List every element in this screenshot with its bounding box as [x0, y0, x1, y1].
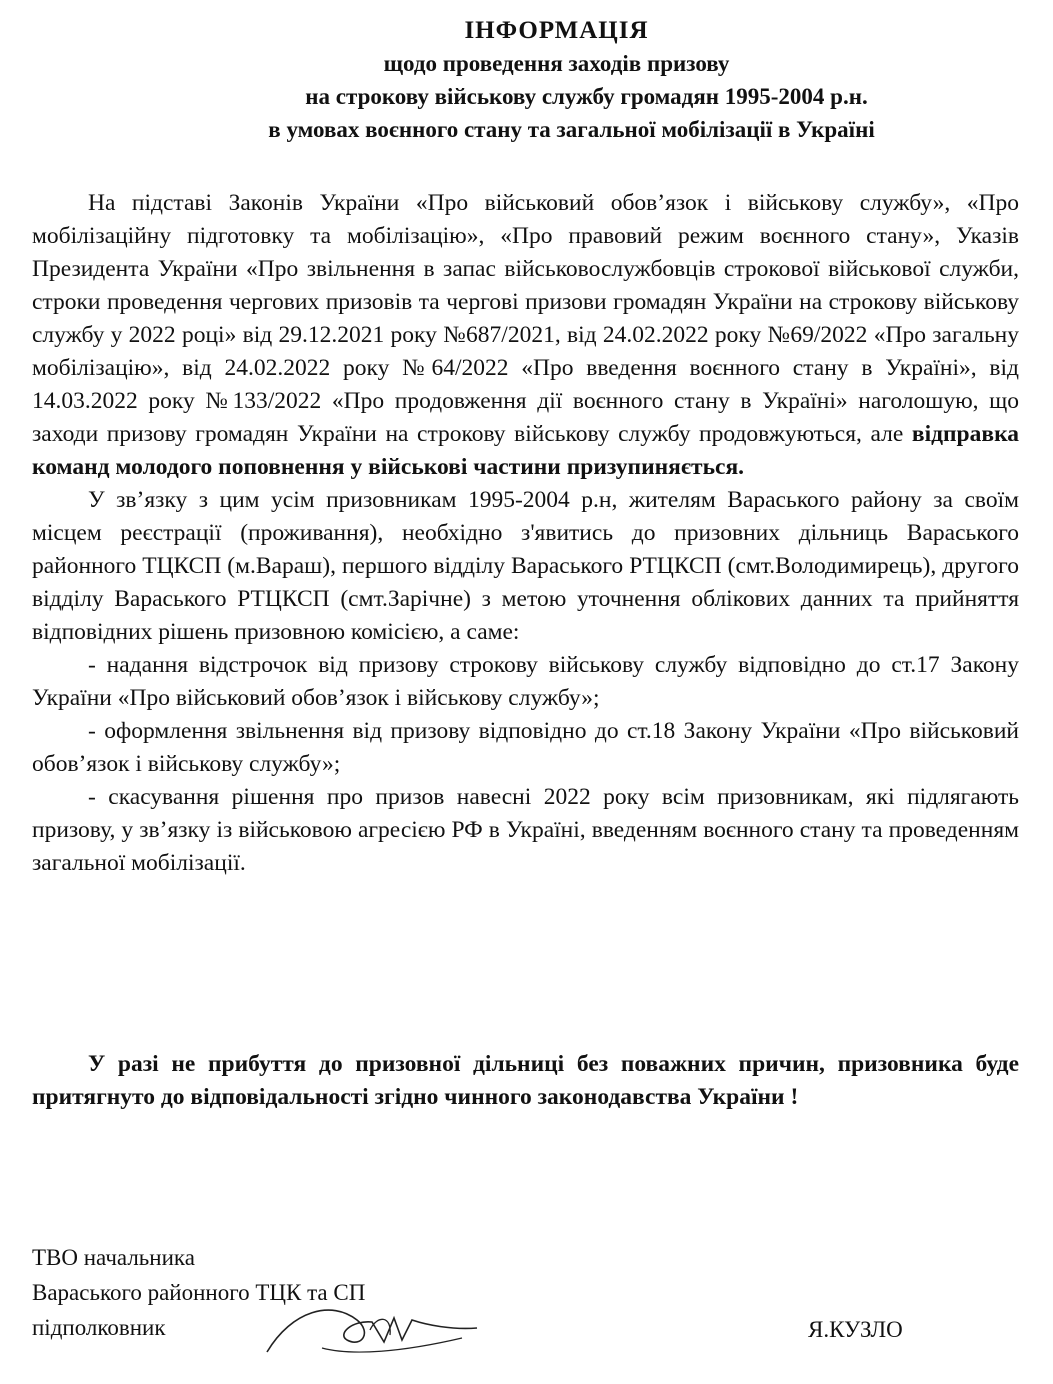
list-item: - оформлення звільнення від призову відповідно до ст.18 Закону України «Про військовий обов’язок і військову службу»; — [32, 718, 1019, 777]
list-item: - надання відстрочок від призову строкову військову службу відповідно до ст.17 Закону України «Про військовий обов’язок і військову службу»; — [32, 652, 1019, 711]
paragraph-legal-basis-text: На підставі Законів України «Про військовий обов’язок і військову службу», «Про мобілізаційну підготовку та мобілізацію», «Про правовий режим воєнного стану», Указів Президента України «Про звільнення в запас військовослужбовців строкової військової служби, строки проведення чергових призовів та чергові призови громадян України на строкову військову службу у 2022 році» від 29.12.2021 року №687/2021, від 24.02.2022 року №69/2022 «Про загальну мобілізацію», від 24.02.2022 року №64/2022 «Про введення воєнного стану в Україні», від 14.03.2022 року №133/2022 «Про продовження дії воєнного стану в Україні» наголошую, що заходи призову громадян України на строкову військову службу продовжуються, але — [32, 190, 1019, 447]
paragraph-legal-basis — [32, 187, 1019, 484]
document-header — [0, 14, 1053, 146]
subtitle-line-2: на строкову військову службу громадян 1995-2004 р.н. — [305, 84, 868, 109]
warning-paragraph: У разі не прибуття до призовної дільниці без поважних причин, призовника буде притягнуто до відповідальності згідно чинного законодавства України ! — [32, 1051, 1019, 1110]
document-title: ІНФОРМАЦІЯ — [464, 17, 649, 44]
handwritten-signature-icon — [262, 1290, 482, 1370]
signatory-organization: Вараського районного ТЦК та СП — [32, 1280, 366, 1305]
signatory-name: Я.КУЗЛО — [808, 1317, 903, 1342]
document-body — [32, 187, 1019, 880]
signatory-rank: підполковник — [32, 1315, 166, 1340]
list-item: - скасування рішення про призов навесні 2022 року всім призовникам, які підлягають призову, у зв’язку із військовою агресією РФ в Україні, введенням воєнного стану та проведенням загальної мобілізації. — [32, 784, 1019, 876]
paragraph-instructions: У зв’язку з цим усім призовникам 1995-2004 р.н, жителям Вараського району за своїм місцем реєстрації (проживання), необхідно з'явитись до призовних дільниць Вараського районного ТЦКСП (м.Вараш), першого відділу Вараського РТЦКСП (смт.Володимирець), другого відділу Вараського РТЦКСП (смт.Зарічне) з метою уточнення облікових данних та прийняття відповідних рішень призовною комісією, а саме: — [32, 487, 1019, 645]
paragraph-legal-basis-emphasis: відправка команд молодого поповнення у військові частини призупиняється. — [32, 421, 1019, 480]
subtitle-line-3: в умовах воєнного стану та загальної мобілізації в Україні — [268, 117, 875, 142]
subtitle-line-1: щодо проведення заходів призову — [383, 51, 730, 76]
signatory-position: ТВО начальника — [32, 1245, 195, 1270]
